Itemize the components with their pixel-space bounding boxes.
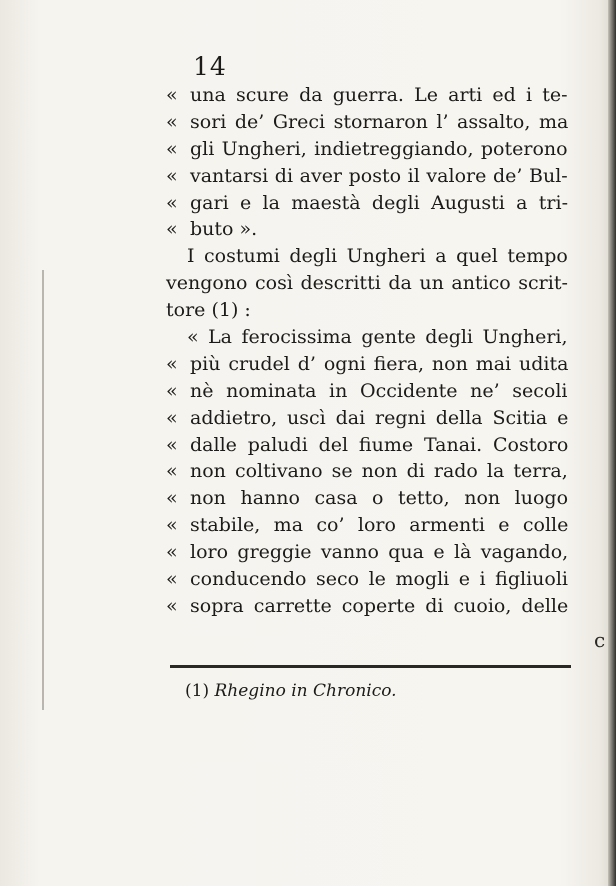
footnote-text: Rhegino in Chronico. (214, 681, 397, 701)
line-text: non coltivano se non di rado la terra, (190, 460, 568, 483)
quote-mark: « (166, 541, 178, 564)
text-line (166, 512, 568, 539)
line-text: stabile, ma co’ loro armenti e colle (190, 514, 569, 537)
page-number: 14 (193, 52, 227, 81)
line-text: tore (1) : (166, 299, 251, 322)
line-text: gli Ungheri, indietreggiando, poterono (190, 137, 568, 160)
quote-mark: « (166, 218, 178, 241)
text-line (166, 136, 568, 163)
text-line (166, 270, 568, 297)
text-line (166, 405, 568, 432)
text-line (166, 458, 568, 485)
text-line (166, 82, 568, 109)
quote-mark: « (166, 460, 178, 483)
text-line (166, 163, 568, 190)
text-line (166, 378, 568, 405)
text-line (166, 190, 568, 217)
line-text: una scure da guerra. Le arti ed i te- (190, 84, 568, 106)
text-line (166, 324, 568, 351)
quote-mark: « (166, 433, 178, 456)
margin-shadow (42, 270, 44, 710)
footnote (185, 681, 397, 701)
line-text: conducendo seco le mogli e i figliuoli (190, 568, 568, 591)
footnote-marker: (1) (185, 681, 210, 701)
quote-mark: « (166, 352, 178, 375)
quote-mark: « (166, 379, 178, 402)
quote-mark: « (166, 191, 178, 214)
quote-mark: « (166, 164, 178, 187)
line-text: buto ». (190, 218, 258, 241)
text-line (166, 109, 568, 136)
line-text: vantarsi di aver posto il valore de’ Bul- (190, 164, 568, 187)
footnote-rule (170, 665, 571, 668)
line-text: sopra carrette coperte di cuoio, delle (190, 594, 569, 617)
line-text: loro greggie vanno qua e là vagando, (190, 541, 569, 564)
quote-mark: « (166, 110, 178, 133)
quote-mark: « (166, 514, 178, 537)
quote-mark: « (166, 137, 178, 160)
edge-glyph: c (594, 628, 606, 652)
page-edge-shadow (608, 0, 616, 886)
text-line (166, 243, 568, 270)
text-line (166, 593, 568, 620)
line-text: addietro, uscì dai regni della Scitia e (190, 406, 569, 429)
line-text: I costumi degli Ungheri a quel tempo (187, 245, 568, 268)
body-text (166, 82, 568, 620)
line-text: vengono così descritti da un antico scrit- (166, 272, 568, 295)
text-line (166, 432, 568, 459)
quote-mark: « (166, 594, 178, 617)
quote-mark: « (166, 84, 178, 106)
line-text: non hanno casa o tetto, non luogo (190, 487, 569, 510)
line-text: nè nominata in Occidente ne’ secoli (190, 379, 568, 402)
text-line (166, 566, 568, 593)
text-line (166, 297, 568, 324)
line-text: gari e la maestà degli Augusti a tri- (190, 191, 568, 214)
line-text: sori de’ Greci stornaron l’ assalto, ma (190, 110, 569, 133)
text-line (166, 351, 568, 378)
text-line (166, 216, 568, 243)
line-text: più crudel d’ ogni fiera, non mai udita (190, 352, 569, 375)
line-text: « La ferocissima gente degli Ungheri, (187, 326, 568, 349)
text-line (166, 539, 568, 566)
quote-mark: « (166, 568, 178, 591)
text-line (166, 485, 568, 512)
quote-mark: « (166, 406, 178, 429)
line-text: dalle paludi del fiume Tanai. Costoro (190, 433, 569, 456)
quote-mark: « (166, 487, 178, 510)
